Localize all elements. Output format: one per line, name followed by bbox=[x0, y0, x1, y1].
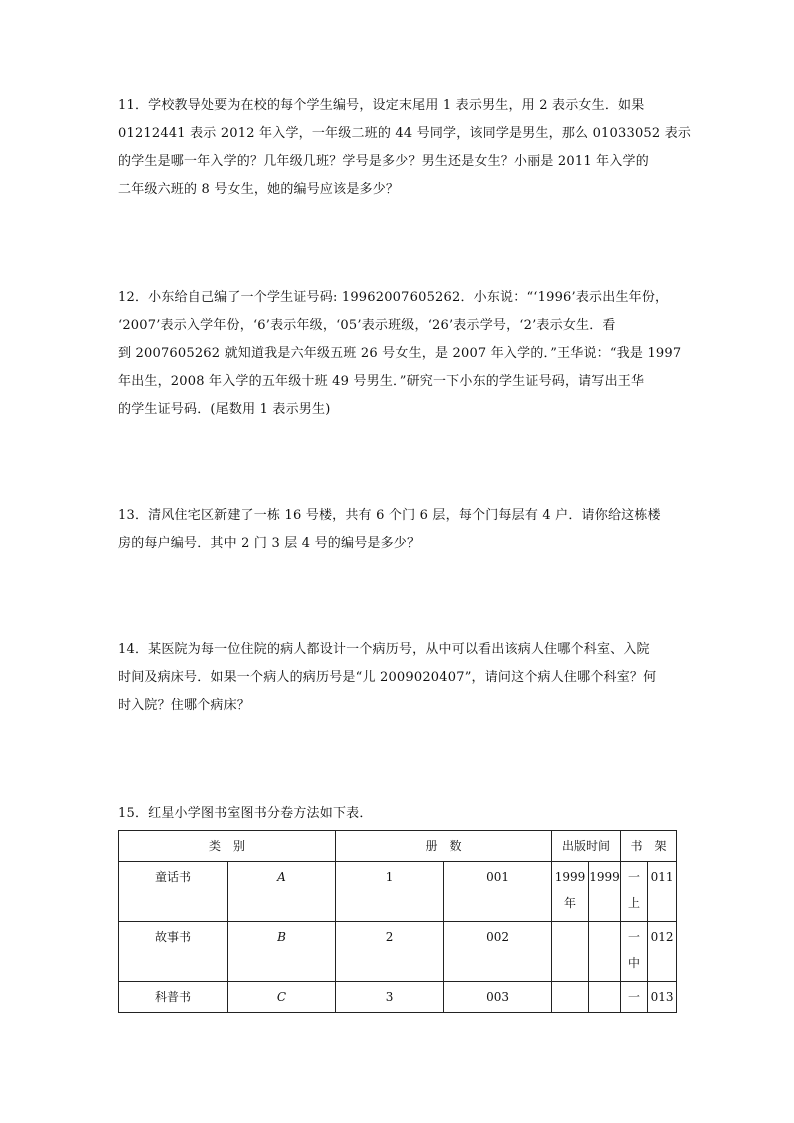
volume-number: 3 bbox=[336, 982, 444, 1013]
book-type: 童话书 bbox=[119, 862, 228, 922]
shelf-code: 013 bbox=[648, 982, 677, 1013]
volume-code: 003 bbox=[444, 982, 552, 1013]
publish-year-a-unit: 年 bbox=[564, 896, 577, 910]
volume-number: 1 bbox=[336, 862, 444, 922]
question-11-line: 二年级六班的 8 号女生，她的编号应该是多少？ bbox=[118, 182, 400, 197]
shelf-code: 011 bbox=[648, 862, 677, 922]
header-shelf: 书 架 bbox=[621, 831, 677, 862]
question-12-line: ‘2007’表示入学年份，‘6’表示年级，‘05’表示班级，‘26’表示学号，‘2’表示女生．看 bbox=[118, 318, 616, 333]
shelf-code: 012 bbox=[648, 922, 677, 982]
category-letter: A bbox=[228, 862, 336, 922]
shelf-char-1: 一 bbox=[628, 990, 641, 1004]
table-row bbox=[119, 862, 677, 922]
header-publish-time: 出版时间 bbox=[552, 831, 621, 862]
question-13-line: 房的每户编号．其中 2 门 3 层 4 号的编号是多少？ bbox=[118, 536, 421, 551]
header-category: 类 别 bbox=[119, 831, 336, 862]
question-11-line: 01212441 表示 2012 年入学，一年级二班的 44 号同学，该同学是男生，那么 01033052 表示 bbox=[118, 126, 692, 141]
book-type: 故事书 bbox=[119, 922, 228, 982]
question-11-line: 11．学校教导处要为在校的每个学生编号，设定末尾用 1 表示男生，用 2 表示女生．如果 bbox=[118, 98, 645, 113]
shelf-char-1: 一 bbox=[628, 870, 641, 884]
volume-number: 2 bbox=[336, 922, 444, 982]
shelf-char bbox=[621, 982, 648, 1013]
table-row bbox=[119, 922, 677, 982]
question-11-line: 的学生是哪一年入学的？几年级几班？学号是多少？男生还是女生？小丽是 2011 年入学的 bbox=[118, 154, 649, 169]
question-15-intro: 15．红星小学图书室图书分卷方法如下表． bbox=[118, 806, 373, 821]
volume-code: 001 bbox=[444, 862, 552, 922]
publish-year-a-value: 1999 bbox=[554, 870, 586, 884]
table-header-row bbox=[119, 831, 677, 862]
question-14-line: 时入院？住哪个病床？ bbox=[118, 698, 251, 713]
shelf-char-2: 上 bbox=[628, 896, 641, 910]
question-13-line: 13．清风住宅区新建了一栋 16 号楼，共有 6 个门 6 层，每个门每层有 4 户．请你给这栋楼 bbox=[118, 508, 661, 523]
publish-year-a bbox=[552, 862, 589, 922]
book-classification-table bbox=[118, 830, 677, 1013]
publish-year-b: 1999 bbox=[589, 862, 621, 922]
publish-year-a bbox=[552, 982, 589, 1013]
category-letter: C bbox=[228, 982, 336, 1013]
question-12 bbox=[118, 284, 680, 424]
question-12-line: 的学生证号码．(尾数用 1 表示男生) bbox=[118, 402, 331, 417]
question-13 bbox=[118, 502, 680, 558]
header-volume: 册 数 bbox=[336, 831, 552, 862]
question-12-line: 年出生，2008 年入学的五年级十班 49 号男生．”研究一下小东的学生证号码，请写出王华 bbox=[118, 374, 645, 389]
question-12-line: 到 2007605262 就知道我是六年级五班 26 号女生，是 2007 年入学的．”王华说：“我是 1997 bbox=[118, 346, 682, 361]
category-letter: B bbox=[228, 922, 336, 982]
volume-code: 002 bbox=[444, 922, 552, 982]
question-11 bbox=[118, 92, 692, 204]
shelf-char-1: 一 bbox=[628, 930, 641, 944]
table-row bbox=[119, 982, 677, 1013]
book-type: 科普书 bbox=[119, 982, 228, 1013]
question-14 bbox=[118, 636, 680, 720]
shelf-char bbox=[621, 862, 648, 922]
question-14-line: 14．某医院为每一位住院的病人都设计一个病历号，从中可以看出该病人住哪个科室、入院 bbox=[118, 642, 650, 657]
shelf-char bbox=[621, 922, 648, 982]
question-15 bbox=[118, 800, 680, 828]
publish-year-a bbox=[552, 922, 589, 982]
question-14-line: 时间及病床号．如果一个病人的病历号是“儿 2009020407”，请问这个病人住哪个科室？何 bbox=[118, 670, 657, 685]
publish-year-b bbox=[589, 982, 621, 1013]
publish-year-b bbox=[589, 922, 621, 982]
shelf-char-2: 中 bbox=[628, 956, 641, 970]
question-12-line: 12．小东给自己编了一个学生证号码: 19962007605262．小东说：“‘1996’表示出生年份， bbox=[118, 290, 669, 305]
